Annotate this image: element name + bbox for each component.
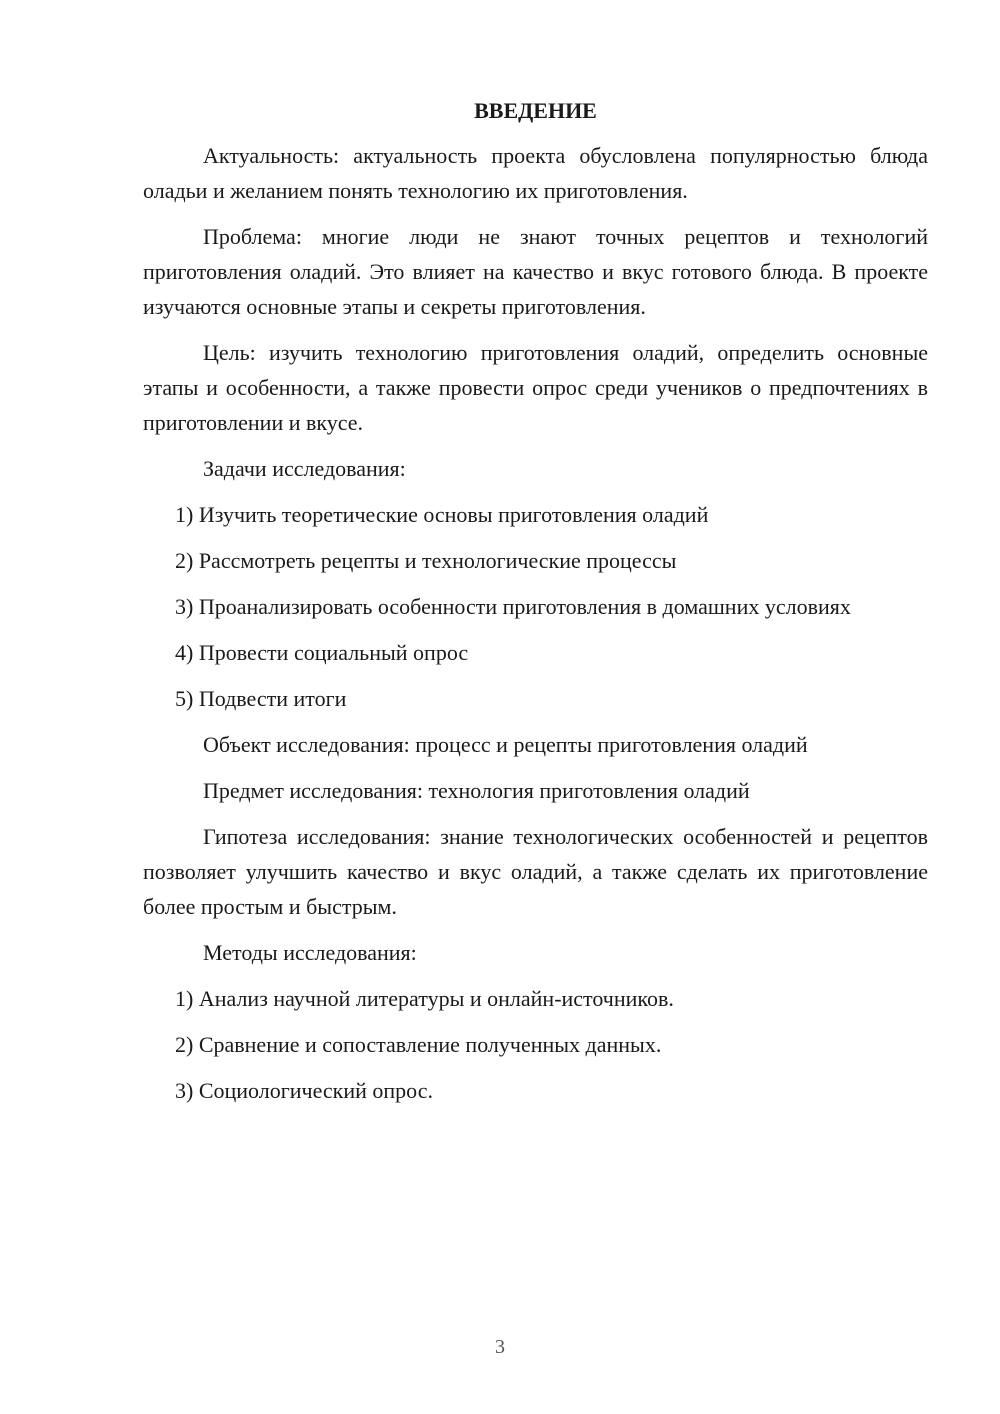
task-item: 5) Подвести итоги xyxy=(175,686,347,711)
methods-title: Методы исследования: xyxy=(203,940,417,965)
goal-paragraph: Цель: изучить технологию приготовления оладий, определить основные этапы и особенности, а также провести опрос среди учеников о предпочтениях в приготовлении и вкусе. xyxy=(143,340,928,435)
subject-paragraph: Предмет исследования: технология приготовления оладий xyxy=(203,778,750,803)
section-heading: ВВЕДЕНИЕ xyxy=(474,98,597,123)
problem-paragraph: Проблема: многие люди не знают точных рецептов и технологий приготовления оладий. Это влияет на качество и вкус готового блюда. В проекте изучаются основные этапы и секреты приготовления. xyxy=(143,224,928,319)
page-number: 3 xyxy=(495,1336,505,1358)
method-item: 3) Социологический опрос. xyxy=(175,1078,433,1103)
task-item: 4) Провести социальный опрос xyxy=(175,640,469,665)
object-paragraph: Объект исследования: процесс и рецепты приготовления оладий xyxy=(203,732,808,757)
actuality-paragraph: Актуальность: актуальность проекта обусловлена популярностью блюда оладьи и желанием понять технологию их приготовления. xyxy=(143,143,928,203)
task-item: 2) Рассмотреть рецепты и технологические процессы xyxy=(175,548,677,573)
method-item: 1) Анализ научной литературы и онлайн-источников. xyxy=(175,986,674,1011)
task-item: 3) Проанализировать особенности приготовления в домашних условиях xyxy=(175,594,851,619)
hypothesis-paragraph: Гипотеза исследования: знание технологических особенностей и рецептов позволяет улучшить качество и вкус оладий, а также сделать их приготовление более простым и быстрым. xyxy=(143,824,928,919)
method-item: 2) Сравнение и сопоставление полученных данных. xyxy=(175,1032,662,1057)
task-item: 1) Изучить теоретические основы приготовления оладий xyxy=(175,502,709,527)
document-page xyxy=(143,96,928,1119)
tasks-title: Задачи исследования: xyxy=(203,456,406,481)
